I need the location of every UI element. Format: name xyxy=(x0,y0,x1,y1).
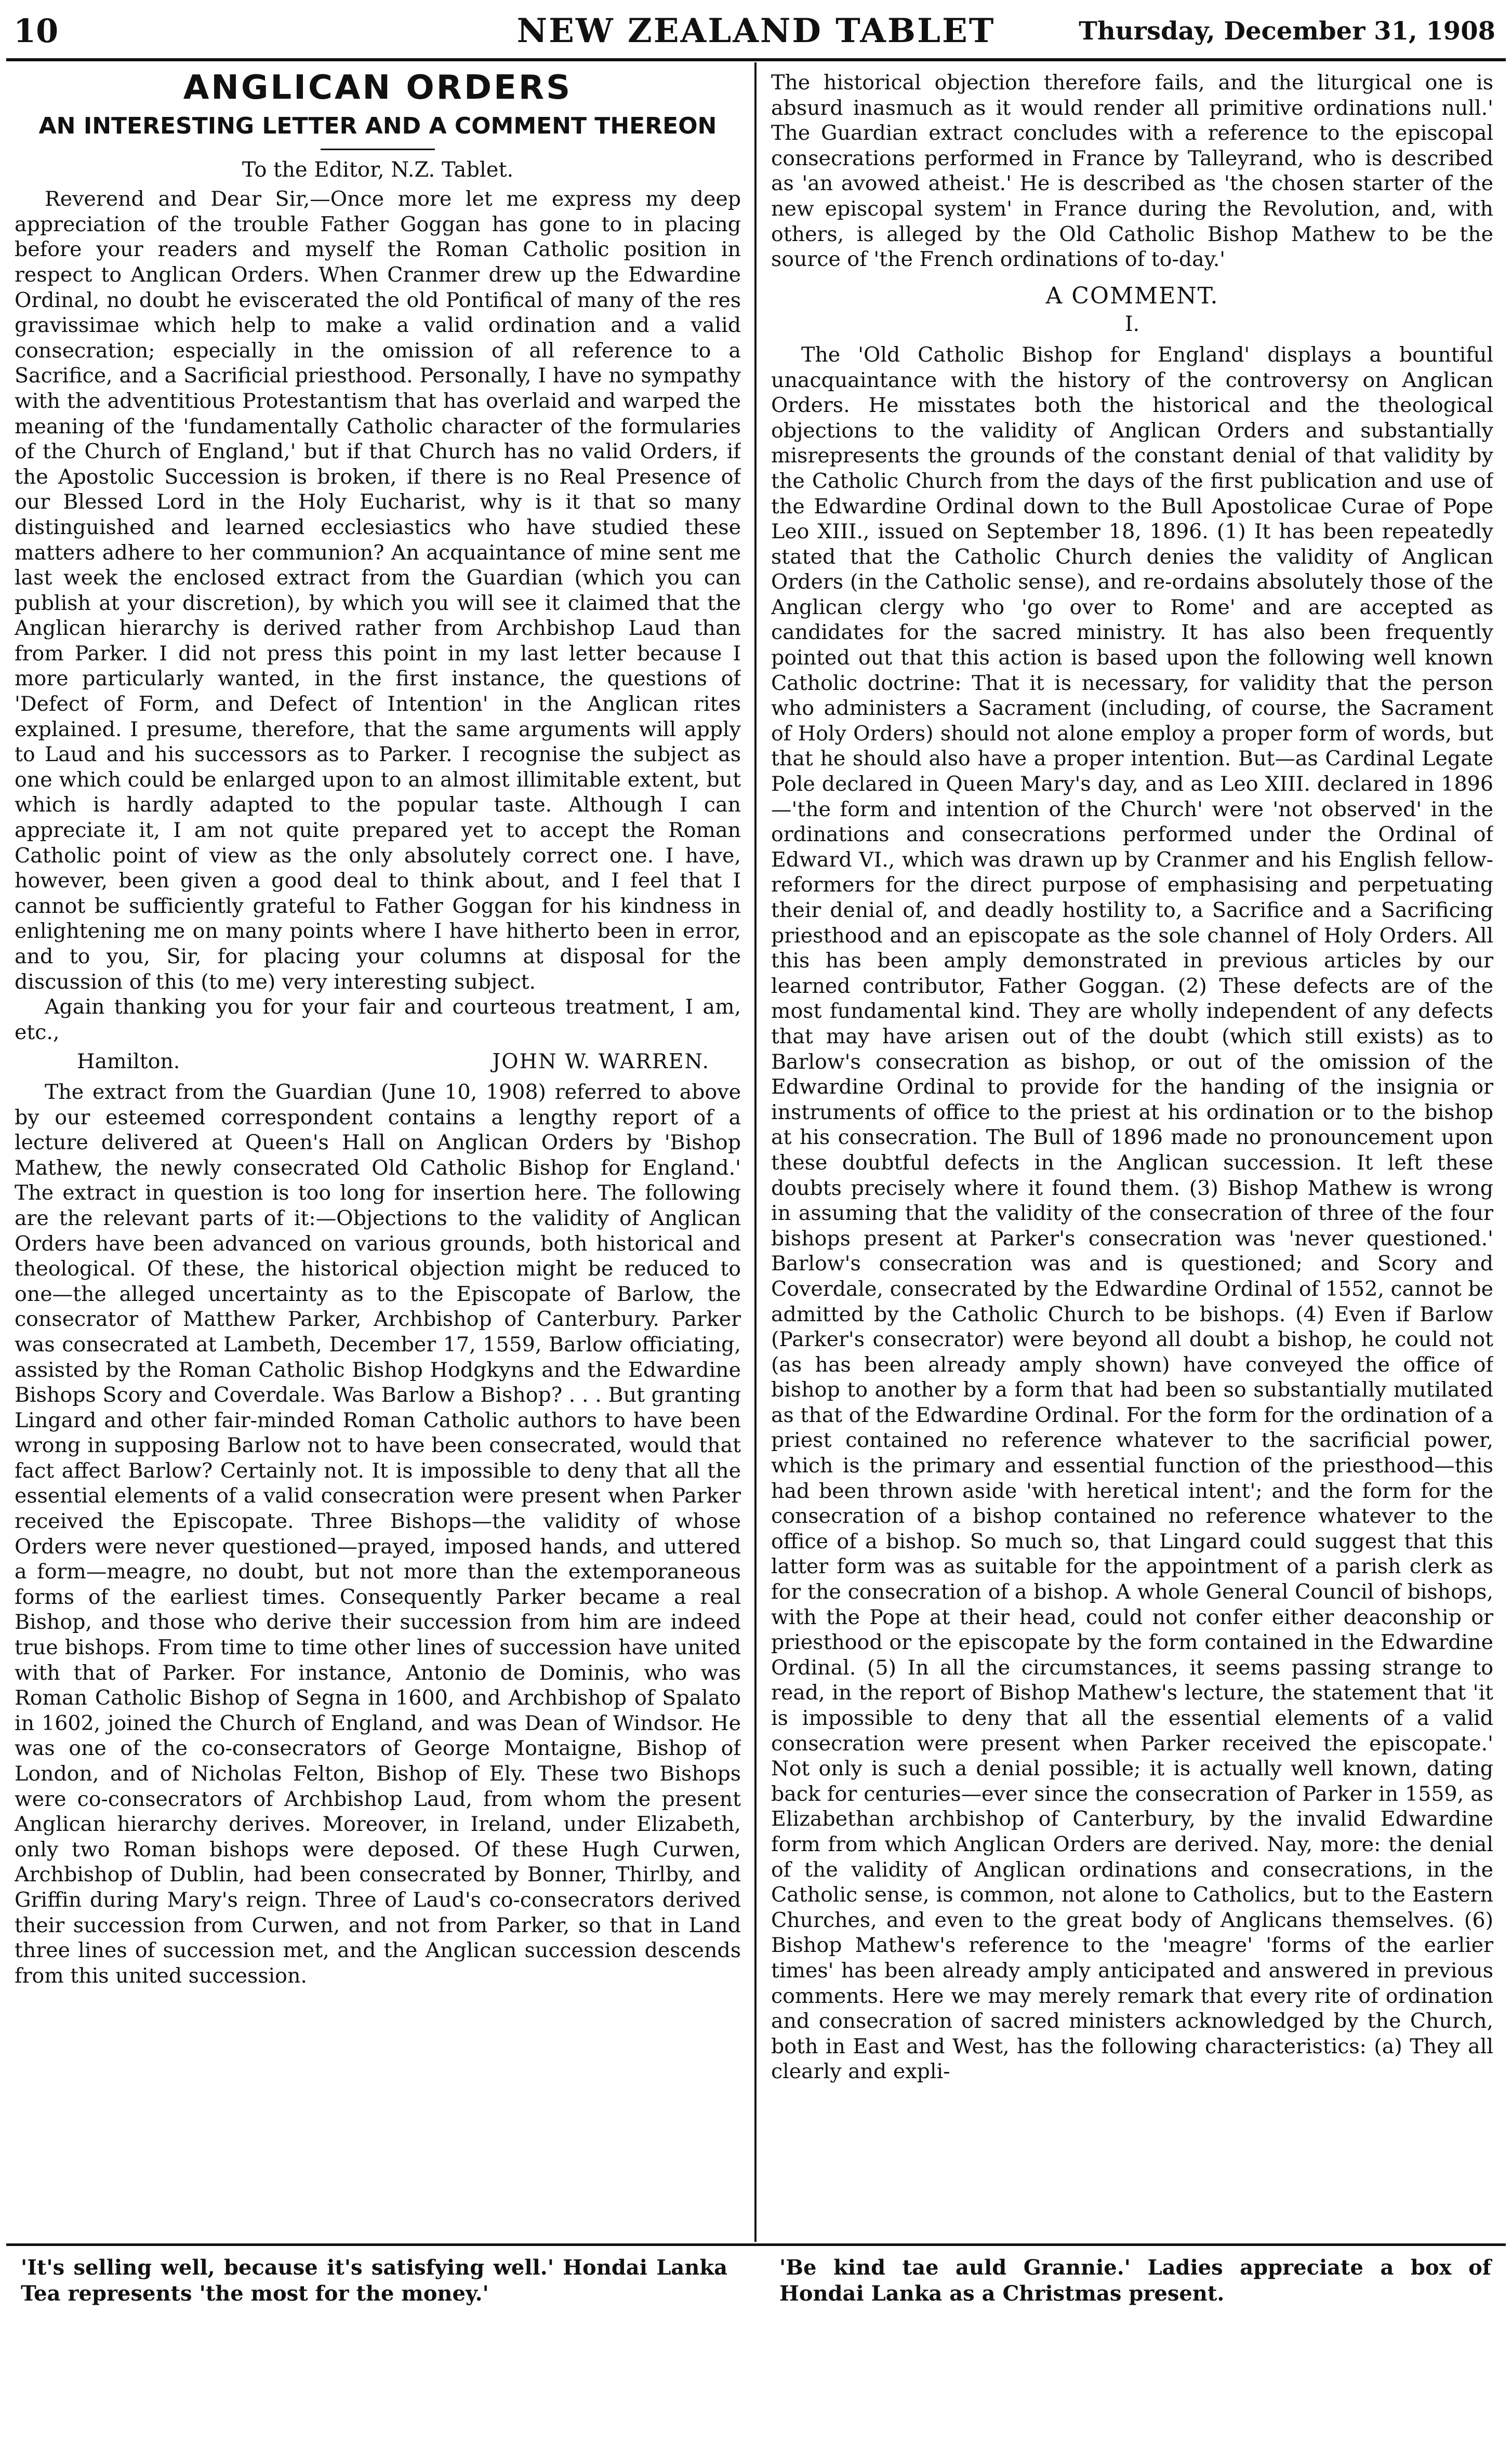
signature-name: JOHN W. WARREN. xyxy=(492,1049,710,1074)
comment-paragraph: The 'Old Catholic Bishop for England' displays a bountiful unacquaintance with the history of the controversy on Anglican Orders. He misstates both the historical and the theological objections to the validity of Anglican Orders and substantially misrepresents the grounds of the constant denial of that validity by the Catholic Church from the days of the first publication and use of the Edwardine Ordinal down to the Bull Apostolicae Curae of Pope Leo XIII., issued on September 18, 1896. (1) It has been repeatedly stated that the Catholic Church denies the validity of Anglican Orders (in the Catholic sense), and re-ordains absolutely those of the Anglican clergy who 'go over to Rome' and are accepted as candidates for the sacred ministry. It has also been frequently pointed out that this action is based upon the following well known Catholic doctrine: That it is necessary, for validity that the person who administers a Sacrament (including, of course, the Sacrament of Holy Orders) should not alone employ a proper form of words, but that he should also have a proper intention. But—as Cardinal Legate Pole declared in Queen Mary's day, and as Leo XIII. declared in 1896—'the form and intention of the Church' were 'not observed' in the ordinations and consecrations performed under the Ordinal of Edward VI., which was drawn up by Cranmer and his English fellow-reformers for the direct purpose of emphasising and perpetuating their denial of, and deadly hostility to, a Sacrifice and a Sacrificing priesthood and an episcopate as the sole channel of Holy Orders. All this has been amply demonstrated in previous articles by our learned contributor, Father Goggan. (2) These defects are of the most fundamental kind. They are wholly independent of any defects that may have arisen out of the doubt (which still exists) as to Barlow's consecration as bishop, or out of the omission of the Edwardine Ordinal to provide for the handing of the insignia or instruments of office to the priest at his ordination or to the bishop at his consecration. The Bull of 1896 made no pronouncement upon these doubtful defects in the Anglican succession. It left these doubts precisely where it found them. (3) Bishop Mathew is wrong in assuming that the validity of the consecration of three of the four bishops present at Parker's consecration was 'never questioned.' Barlow's consecration was and is questioned; and Scory and Coverdale, consecrated by the Edwardine Ordinal of 1552, cannot be admitted by the Catholic Church to be bishops. (4) Even if Barlow (Parker's consecrator) were beyond all doubt a bishop, he could not (as has been already amply shown) have conveyed the office of bishop to another by a form that had been so substantially mutilated as that of the Edwardine Ordinal. For the form for the ordination of a priest contained no reference whatever to the sacrificial power, which is the primary and essential function of the priesthood—this had been thrown aside 'with heretical intent'; and the form for the consecration of a bishop contained no reference whatever to the office of a bishop. So much so, that Lingard could suggest that this latter form was as suitable for the appointment of a parish clerk as for the consecration of a bishop. A whole General Council of bishops, with the Pope at their head, could not confer either deaconship or priesthood or the episcopate by the form contained in the Edwardine Ordinal. (5) In all the circumstances, it seems passing strange to read, in the report of Bishop Mathew's lecture, the statement that 'it is impossible to deny that all the essential elements of a valid consecration were present when Parker received the episcopate.' Not only is such a denial possible; it is actually well known, dating back for centuries—ever since the consecration of Parker in 1559, as Elizabethan archbishop of Canterbury, by the invalid Edwardine form from which Anglican Orders are derived. Nay, more: the denial of the validity of Anglican ordinations and consecrations, in the Catholic sense, is common, not alone to Catholics, but to the Eastern Churches, and even to the great body of Anglicans themselves. (6) Bishop Mathew's reference to the 'meagre' 'forms of the earlier times' has been already amply anticipated and answered in previous comments. Here we may merely remark that every rite of ordination and consecration of sacred ministers acknowledged by the Church, both in East and West, has the following characteristics: (a) They all clearly and expli- xyxy=(771,342,1493,2084)
footer-rule xyxy=(6,2243,1506,2246)
signature-place: Hamilton. xyxy=(77,1049,180,1074)
publication-date: Thursday, December 31, 1908 xyxy=(1079,17,1495,46)
left-column xyxy=(15,70,741,2237)
masthead xyxy=(6,5,1506,57)
extract-paragraph: The extract from the Guardian (June 10, 1908) referred to above by our esteemed correspondent contains a lengthy report of a lecture delivered at Queen's Hall on Anglican Orders by 'Bishop Mathew, the newly consecrated Old Catholic Bishop for England.' The extract in question is too long for insertion here. The following are the relevant parts of it:—Objections to the validity of Anglican Orders have been advanced on various grounds, both historical and theological. Of these, the historical objection might be reduced to one—the alleged uncertainty as to the Episcopate of Barlow, the consecrator of Matthew Parker, Archbishop of Canterbury. Parker was consecrated at Lambeth, December 17, 1559, Barlow officiating, assisted by the Roman Catholic Bishop Hodgkyns and the Edwardine Bishops Scory and Coverdale. Was Barlow a Bishop? . . . But granting Lingard and other fair-minded Roman Catholic authors to have been wrong in supposing Barlow not to have been consecrated, would that fact affect Barlow? Certainly not. It is impossible to deny that all the essential elements of a valid consecration were present when Parker received the Episcopate. Three Bishops—the validity of whose Orders were never questioned—prayed, imposed hands, and uttered a form—meagre, no doubt, but not more than the extemporaneous forms of the earliest times. Consequently Parker became a real Bishop, and those who derive their succession from him are indeed true bishops. From time to time other lines of succession have united with that of Parker. For instance, Antonio de Dominis, who was Roman Catholic Bishop of Segna in 1600, and Archbishop of Spalato in 1602, joined the Church of England, and was Dean of Windsor. He was one of the co-consecrators of George Montaigne, Bishop of London, and of Nicholas Felton, Bishop of Ely. These two Bishops were co-consecrators of Archbishop Laud, from whom the present Anglican hierarchy derives. Moreover, in Ireland, under Elizabeth, only two Roman bishops were deposed. Of these Hugh Curwen, Archbishop of Dublin, had been consecrated by Bonner, Thirlby, and Griffin during Mary's reign. Three of Laud's co-consecrators derived their succession from Curwen, and not from Parker, so that in Land three lines of succession met, and the Anglican succession descends from this united succession. xyxy=(15,1080,741,1988)
headline-rule xyxy=(321,149,435,150)
comment-section-number: I. xyxy=(1124,312,1140,337)
letter-paragraph: Reverend and Dear Sir,—Once more let me express my deep appreciation of the trouble Father Goggan has gone to in placing before your readers and myself the Roman Catholic position in respect to Anglican Orders. When Cranmer drew up the Edwardine Ordinal, no doubt he eviscerated the old Pontifical of many of the res gravissimae which help to make a valid ordination and a valid consecration; especially in the omission of all reference to a Sacrifice, and a Sacrificial priesthood. Personally, I have no sympathy with the adventitious Protestantism that has overlaid and warped the meaning of the 'fundamentally Catholic character of the formularies of the Church of England,' but if that Church has no valid Orders, if the Apostolic Succession is broken, if there is no Real Presence of our Blessed Lord in the Holy Eucharist, why is it that so many distinguished and learned ecclesiastics who have studied these matters adhere to her communion? An acquaintance of mine sent me last week the enclosed extract from the Guardian (which you can publish at your discretion), by which you will see it claimed that the Anglican hierarchy is derived rather from Archbishop Laud than from Parker. I did not press this point in my last letter because I more particularly wanted, in the first instance, the questions of 'Defect of Form, and Defect of Intention' in the Anglican rites explained. I presume, therefore, that the same arguments will apply to Laud and his successors as to Parker. I recognise the subject as one which could be enlarged upon to an almost illimitable extent, but which is hardly adapted to the popular taste. Although I can appreciate it, I am not quite prepared yet to accept the Roman Catholic point of view as the only absolutely correct one. I have, however, been given a good deal to think about, and I feel that I cannot be sufficiently grateful to Father Goggan for his kindness in enlightening me on many points where I have hitherto been in error, and to you, Sir, for placing your columns at disposal for the discussion of this (to me) very interesting subject. xyxy=(15,187,741,994)
masthead-rule xyxy=(6,58,1506,61)
column-divider xyxy=(754,62,757,2242)
right-column xyxy=(771,70,1493,2237)
salutation: To the Editor, N.Z. Tablet. xyxy=(242,157,514,182)
paper-title: NEW ZEALAND TABLET xyxy=(516,11,996,50)
comment-heading: A COMMENT. xyxy=(1045,282,1219,309)
article-subheadline: AN INTERESTING LETTER AND A COMMENT THEREON xyxy=(38,112,717,139)
footer-advert-left: 'It's selling well, because it's satisfying well.' Hondai Lanka Tea represents 'the most for the money.' xyxy=(21,2255,727,2306)
letter-signature xyxy=(15,1049,741,1074)
footer-advert-right: 'Be kind tae auld Grannie.' Ladies appreciate a box of Hondai Lanka as a Christmas present. xyxy=(779,2255,1491,2306)
article-headline: ANGLICAN ORDERS xyxy=(183,70,573,107)
page-number: 10 xyxy=(14,12,59,50)
letter-paragraph: Again thanking you for your fair and courteous treatment, I am, etc., xyxy=(15,995,741,1044)
extract-continued: The historical objection therefore fails, and the liturgical one is absurd inasmuch as it would render all primitive ordinations null.' The Guardian extract concludes with a reference to the episcopal consecrations performed in France by Talleyrand, who is described as 'an avowed atheist.' He is described as 'the chosen starter of the new episcopal system' in France during the Revolution, and, with others, is alleged by the Old Catholic Bishop Mathew to be the source of 'the French ordinations of to-day.' xyxy=(771,71,1493,272)
